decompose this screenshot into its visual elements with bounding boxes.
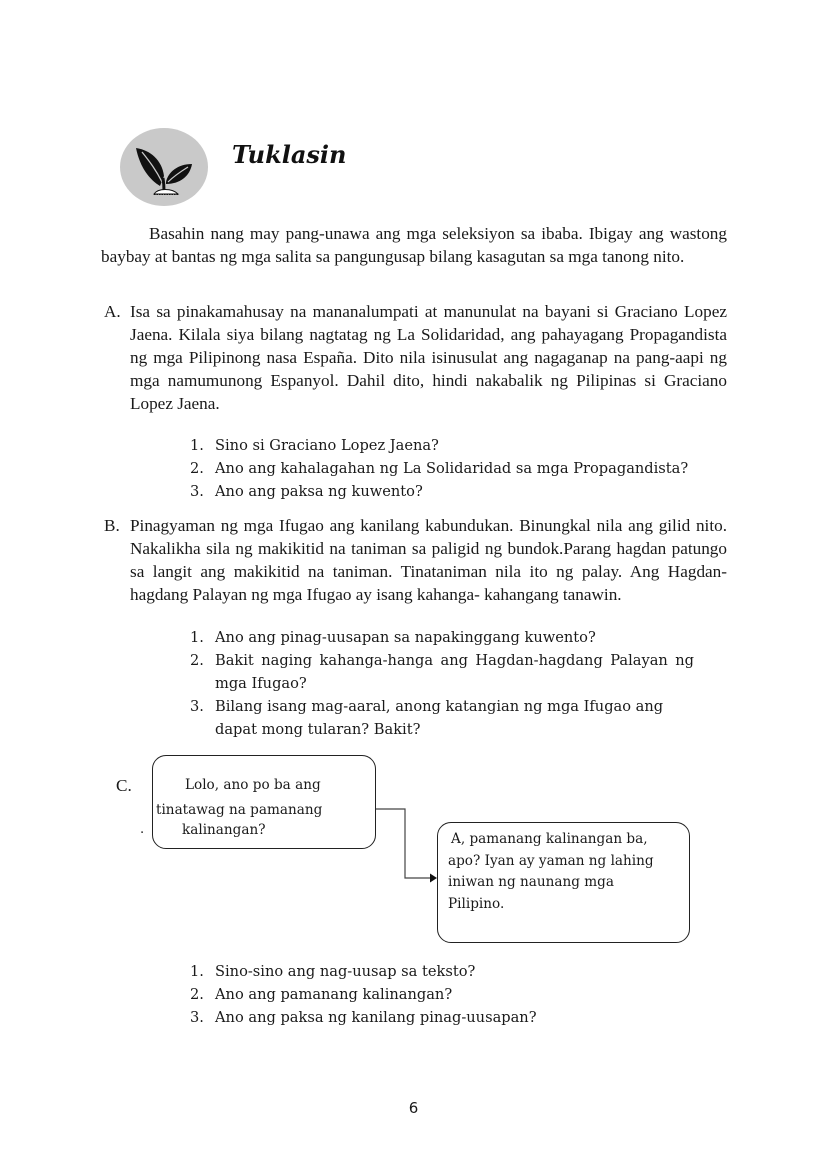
question-item: 2. Ano ang pamanang kalinangan? [190,986,453,1003]
section-b-label: B. [104,516,120,535]
question-item: 3. Ano ang paksa ng kanilang pinag-uusapan? [190,1009,537,1026]
bubble-line: A, pamanang kalinangan ba, [451,831,648,847]
question-item: 1. Sino si Graciano Lopez Jaena? [190,437,439,454]
section-a-passage: Isa sa pinakamahusay na mananalumpati at manunulat na bayani si Graciano Lopez Jaena. Kilala siya bilang nagtatag ng La Solidaridad, ang pahayagang Propagandista ng mga Pilipinong nasa España. Dito nila isinusulat ang nagaganap na pang-aapi ng mga namumunong Espanyol. Dahil dito, hindi nakabalik ng Pilipinas si Graciano Lopez Jaena. [130,302,727,413]
section-c-questions [174,960,634,1029]
bubble-line: Pilipino. [448,895,505,912]
bubble-line: iniwan ng naunang mga [448,874,614,890]
bubble-line: kalinangan? [182,822,266,838]
question-item: 1. Sino-sino ang nag-uusap sa teksto? [190,963,476,980]
question-item: 2. Bakit naging kahanga-hanga ang Hagdan-hagdang Palayan ng mga Ifugao? [190,652,694,692]
sprout-plant-icon [120,128,208,206]
connector-arrow-icon [370,800,442,890]
section-c-label: C. [116,776,132,795]
section-a [104,300,727,415]
section-b [104,514,727,606]
bubble-line: tinatawag na pamanang [156,802,323,818]
speech-bubble-grandchild [152,755,376,849]
section-b-passage: Pinagyaman ng mga Ifugao ang kanilang kabundukan. Binungkal nila ang gilid nito. Nakalikha sila ng makikitid na taniman sa paligid ng bundok.Parang hagdan patungo sa langit ang makikitid na taniman. Tinataniman nila ito ng palay. Ang Hagdan-hagdang Palayan ng mga Ifugao ay isang kahanga- kahangang tanawin. [130,516,727,604]
section-a-label: A. [104,302,121,321]
section-title: Tuklasin [232,140,347,169]
stray-period: . [140,822,145,837]
section-b-questions [174,626,694,741]
question-item: 1. Ano ang pinag-uusapan sa napakinggang kuwento? [190,629,596,646]
instructions-text: Basahin nang may pang-unawa ang mga seleksiyon sa ibaba. Ibigay ang wastong baybay at bantas ng mga salita sa pangungusap bilang kasagutan sa mga tanong nito. [101,224,727,266]
bubble-line: Lolo, ano po ba ang [185,777,321,793]
page-number: 6 [408,1099,419,1117]
instructions-paragraph [101,222,727,268]
bubble-line: apo? Iyan ay yaman ng lahing [448,852,654,869]
question-item: 3. Bilang isang mag-aaral, anong katangian ng mga Ifugao ang dapat mong tularan? Bakit? [190,698,664,738]
question-item: 3. Ano ang paksa ng kuwento? [190,483,423,500]
speech-bubble-grandfather [437,822,690,943]
question-item: 2. Ano ang kahalagahan ng La Solidaridad sa mga Propagandista? [190,460,689,477]
section-a-questions [174,434,734,503]
